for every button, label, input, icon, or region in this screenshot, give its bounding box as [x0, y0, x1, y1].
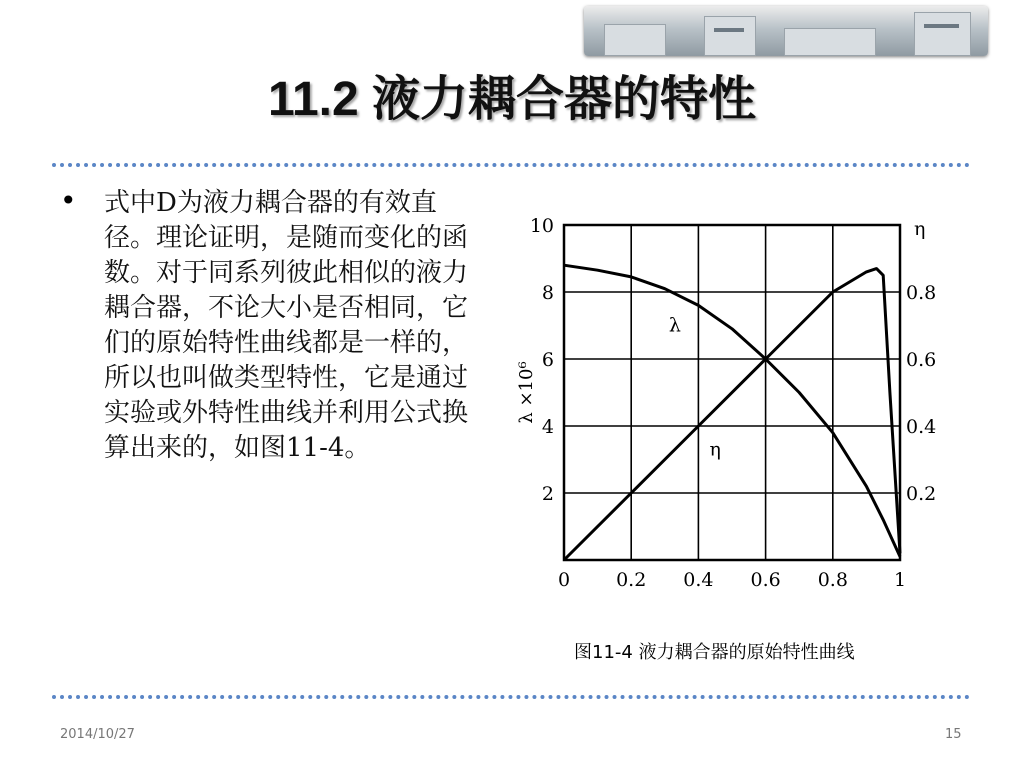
top-divider — [52, 163, 970, 167]
y-tick-label: 10 — [529, 215, 554, 237]
x-tick-label: 0.2 — [616, 569, 647, 591]
banner-window — [714, 28, 744, 32]
bottom-divider — [52, 695, 970, 699]
series-label-eta: η — [709, 438, 721, 461]
y2-tick-label: 0.4 — [906, 416, 937, 438]
x-tick-label: 1 — [893, 569, 907, 591]
y-tick-label: 6 — [541, 349, 554, 371]
banner-building — [784, 28, 876, 56]
bullet-text: 式中D为液力耦合器的有效直径。理论证明，是随而变化的函数。对于同系列彼此相似的液力耦合器，不论大小是否相同，它们的原始特性曲线都是一样的，所以也叫做类型特性，它是通过实验或外特性曲线并利用公式换算出来的，如图11-4。 — [104, 188, 469, 463]
header-banner-image — [584, 6, 988, 56]
slide-title: 11.2 液力耦合器的特性 — [267, 73, 757, 126]
chart-curves — [564, 265, 900, 560]
figure-caption: 图11-4 液力耦合器的原始特性曲线 — [574, 642, 855, 663]
y-tick-label: 8 — [541, 282, 554, 304]
y2-tick-label: 0.6 — [906, 349, 937, 371]
characteristic-chart — [500, 205, 960, 600]
y-tick-label: 4 — [541, 416, 554, 438]
series-label-lambda: λ — [668, 314, 681, 337]
x-tick-label: 0.8 — [817, 569, 848, 591]
footer-date: 2014/10/27 — [60, 727, 135, 742]
y-axis-label: λ ×10⁶ — [516, 361, 537, 424]
y2-tick-label: 0.8 — [906, 282, 937, 304]
y-tick-label: 2 — [541, 483, 554, 505]
bullet-marker: • — [60, 184, 77, 217]
chart-labels — [516, 218, 925, 460]
banner-building — [914, 12, 971, 56]
x-tick-label: 0.6 — [750, 569, 781, 591]
banner-building — [604, 24, 666, 56]
series-line-lambda — [564, 265, 900, 556]
banner-building — [704, 16, 756, 56]
x-tick-label: 0 — [557, 569, 571, 591]
series-line-eta — [564, 269, 900, 560]
y2-axis-label: η — [914, 218, 926, 240]
x-tick-label: 0.4 — [683, 569, 714, 591]
page-number: 15 — [945, 727, 962, 742]
banner-window — [924, 24, 959, 28]
y2-tick-label: 0.2 — [906, 483, 937, 505]
